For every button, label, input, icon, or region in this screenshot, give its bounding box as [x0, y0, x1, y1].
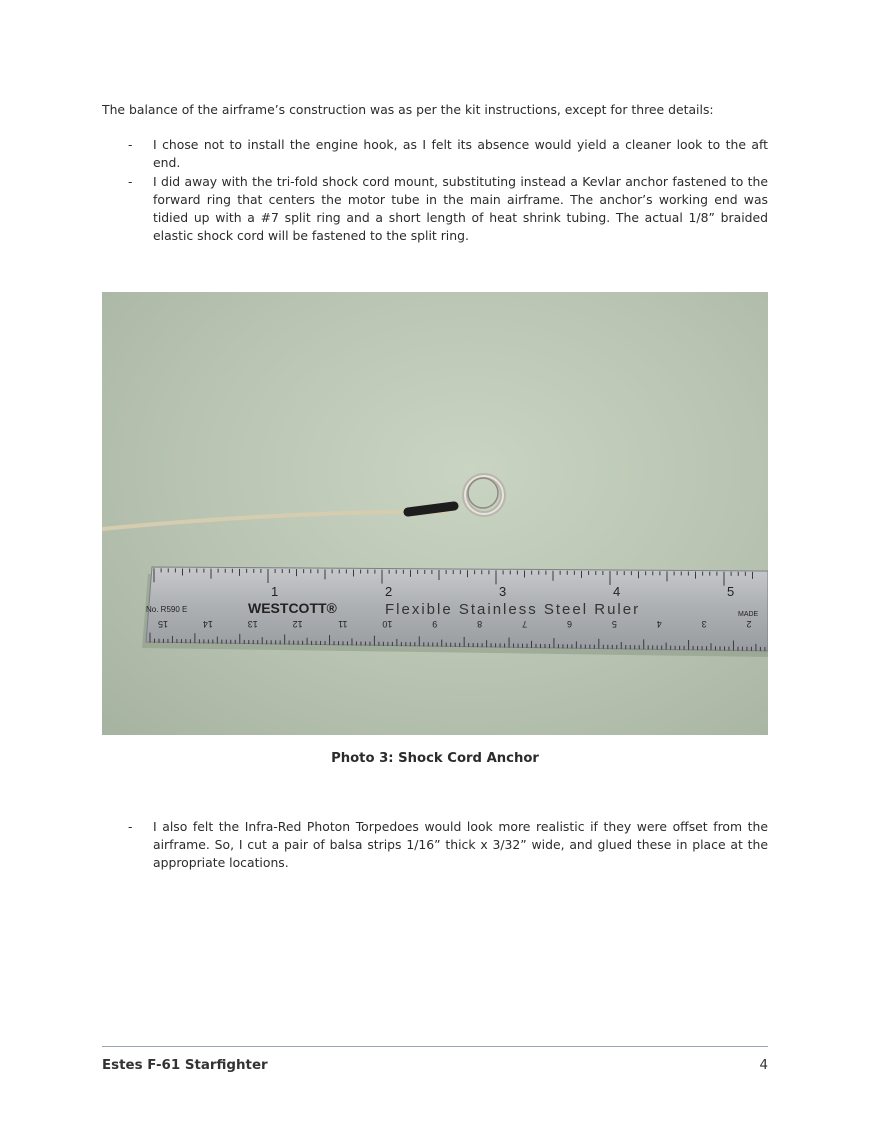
footer-divider	[102, 1046, 768, 1047]
ruler-inch-label: 3	[499, 584, 507, 599]
ruler-cm-label: 6	[566, 619, 572, 629]
ruler-brand: WESTCOTT®	[248, 600, 337, 616]
intro-paragraph: The balance of the airframe’s construction was as per the kit instructions, except for three details:	[102, 102, 714, 117]
page-number: 4	[759, 1058, 768, 1073]
ruler-inch-label: 4	[613, 584, 621, 599]
ruler-cm-label: 13	[247, 619, 258, 629]
shock-cord-anchor-photo	[102, 292, 768, 735]
ruler-cm-label: 4	[656, 619, 662, 629]
bullet-engine-hook	[128, 136, 768, 172]
footer-title: Estes F-61 Starfighter	[102, 1058, 268, 1073]
ruler-cm-label: 11	[338, 619, 348, 629]
ruler-cm-label: 15	[157, 619, 168, 629]
ruler-cm-label: 12	[292, 619, 303, 629]
ruler-cm-label: 7	[522, 619, 528, 629]
bullet-text: I chose not to install the engine hook, as I felt its absence would yield a cleaner look to the aft end.	[153, 137, 768, 170]
ruler-cm-label: 10	[382, 619, 393, 629]
ruler-cm-label: 5	[611, 619, 617, 629]
ruler-cm-label: 3	[701, 619, 707, 629]
ruler-label: Flexible Stainless Steel Ruler	[385, 601, 641, 618]
heat-shrink-tubing	[408, 506, 454, 512]
ruler-cm-label: 8	[477, 619, 483, 629]
bullet-marker: -	[128, 819, 133, 834]
kevlar-cord	[102, 511, 450, 529]
bullet-marker: -	[128, 137, 133, 152]
ruler-inch-label: 5	[727, 584, 735, 599]
bullet-text: I did away with the tri-fold shock cord mount, substituting instead a Kevlar anchor fastened to the forward ring that centers the motor tube in the main airframe. The anchor’s working end was tidied up with a #7 split ring and a short length of heat shrink tubing. The actual 1/8” braided elastic shock cord will be fastened to the split ring.	[153, 174, 768, 243]
ruler-inch-label: 1	[271, 584, 279, 599]
bullet-marker: -	[128, 174, 133, 189]
ruler-cm-label: 14	[202, 619, 213, 629]
photo-caption: Photo 3: Shock Cord Anchor	[331, 751, 539, 766]
ruler-cm-label: 9	[432, 619, 438, 629]
bullet-text: I also felt the Infra-Red Photon Torpedoes would look more realistic if they were offset from the airframe. So, I cut a pair of balsa strips 1/16” thick x 3/32” wide, and glued these in place at the appropriate locations.	[153, 819, 768, 870]
ruler-inch-label: 2	[385, 584, 393, 599]
ruler-cm-label: 2	[746, 619, 752, 629]
ruler-made-mark: MADE	[738, 611, 759, 618]
bullet-shock-cord-mount	[128, 173, 768, 245]
bullet-photon-torpedoes	[128, 818, 768, 872]
ruler-model: No. R590 E	[146, 605, 188, 614]
